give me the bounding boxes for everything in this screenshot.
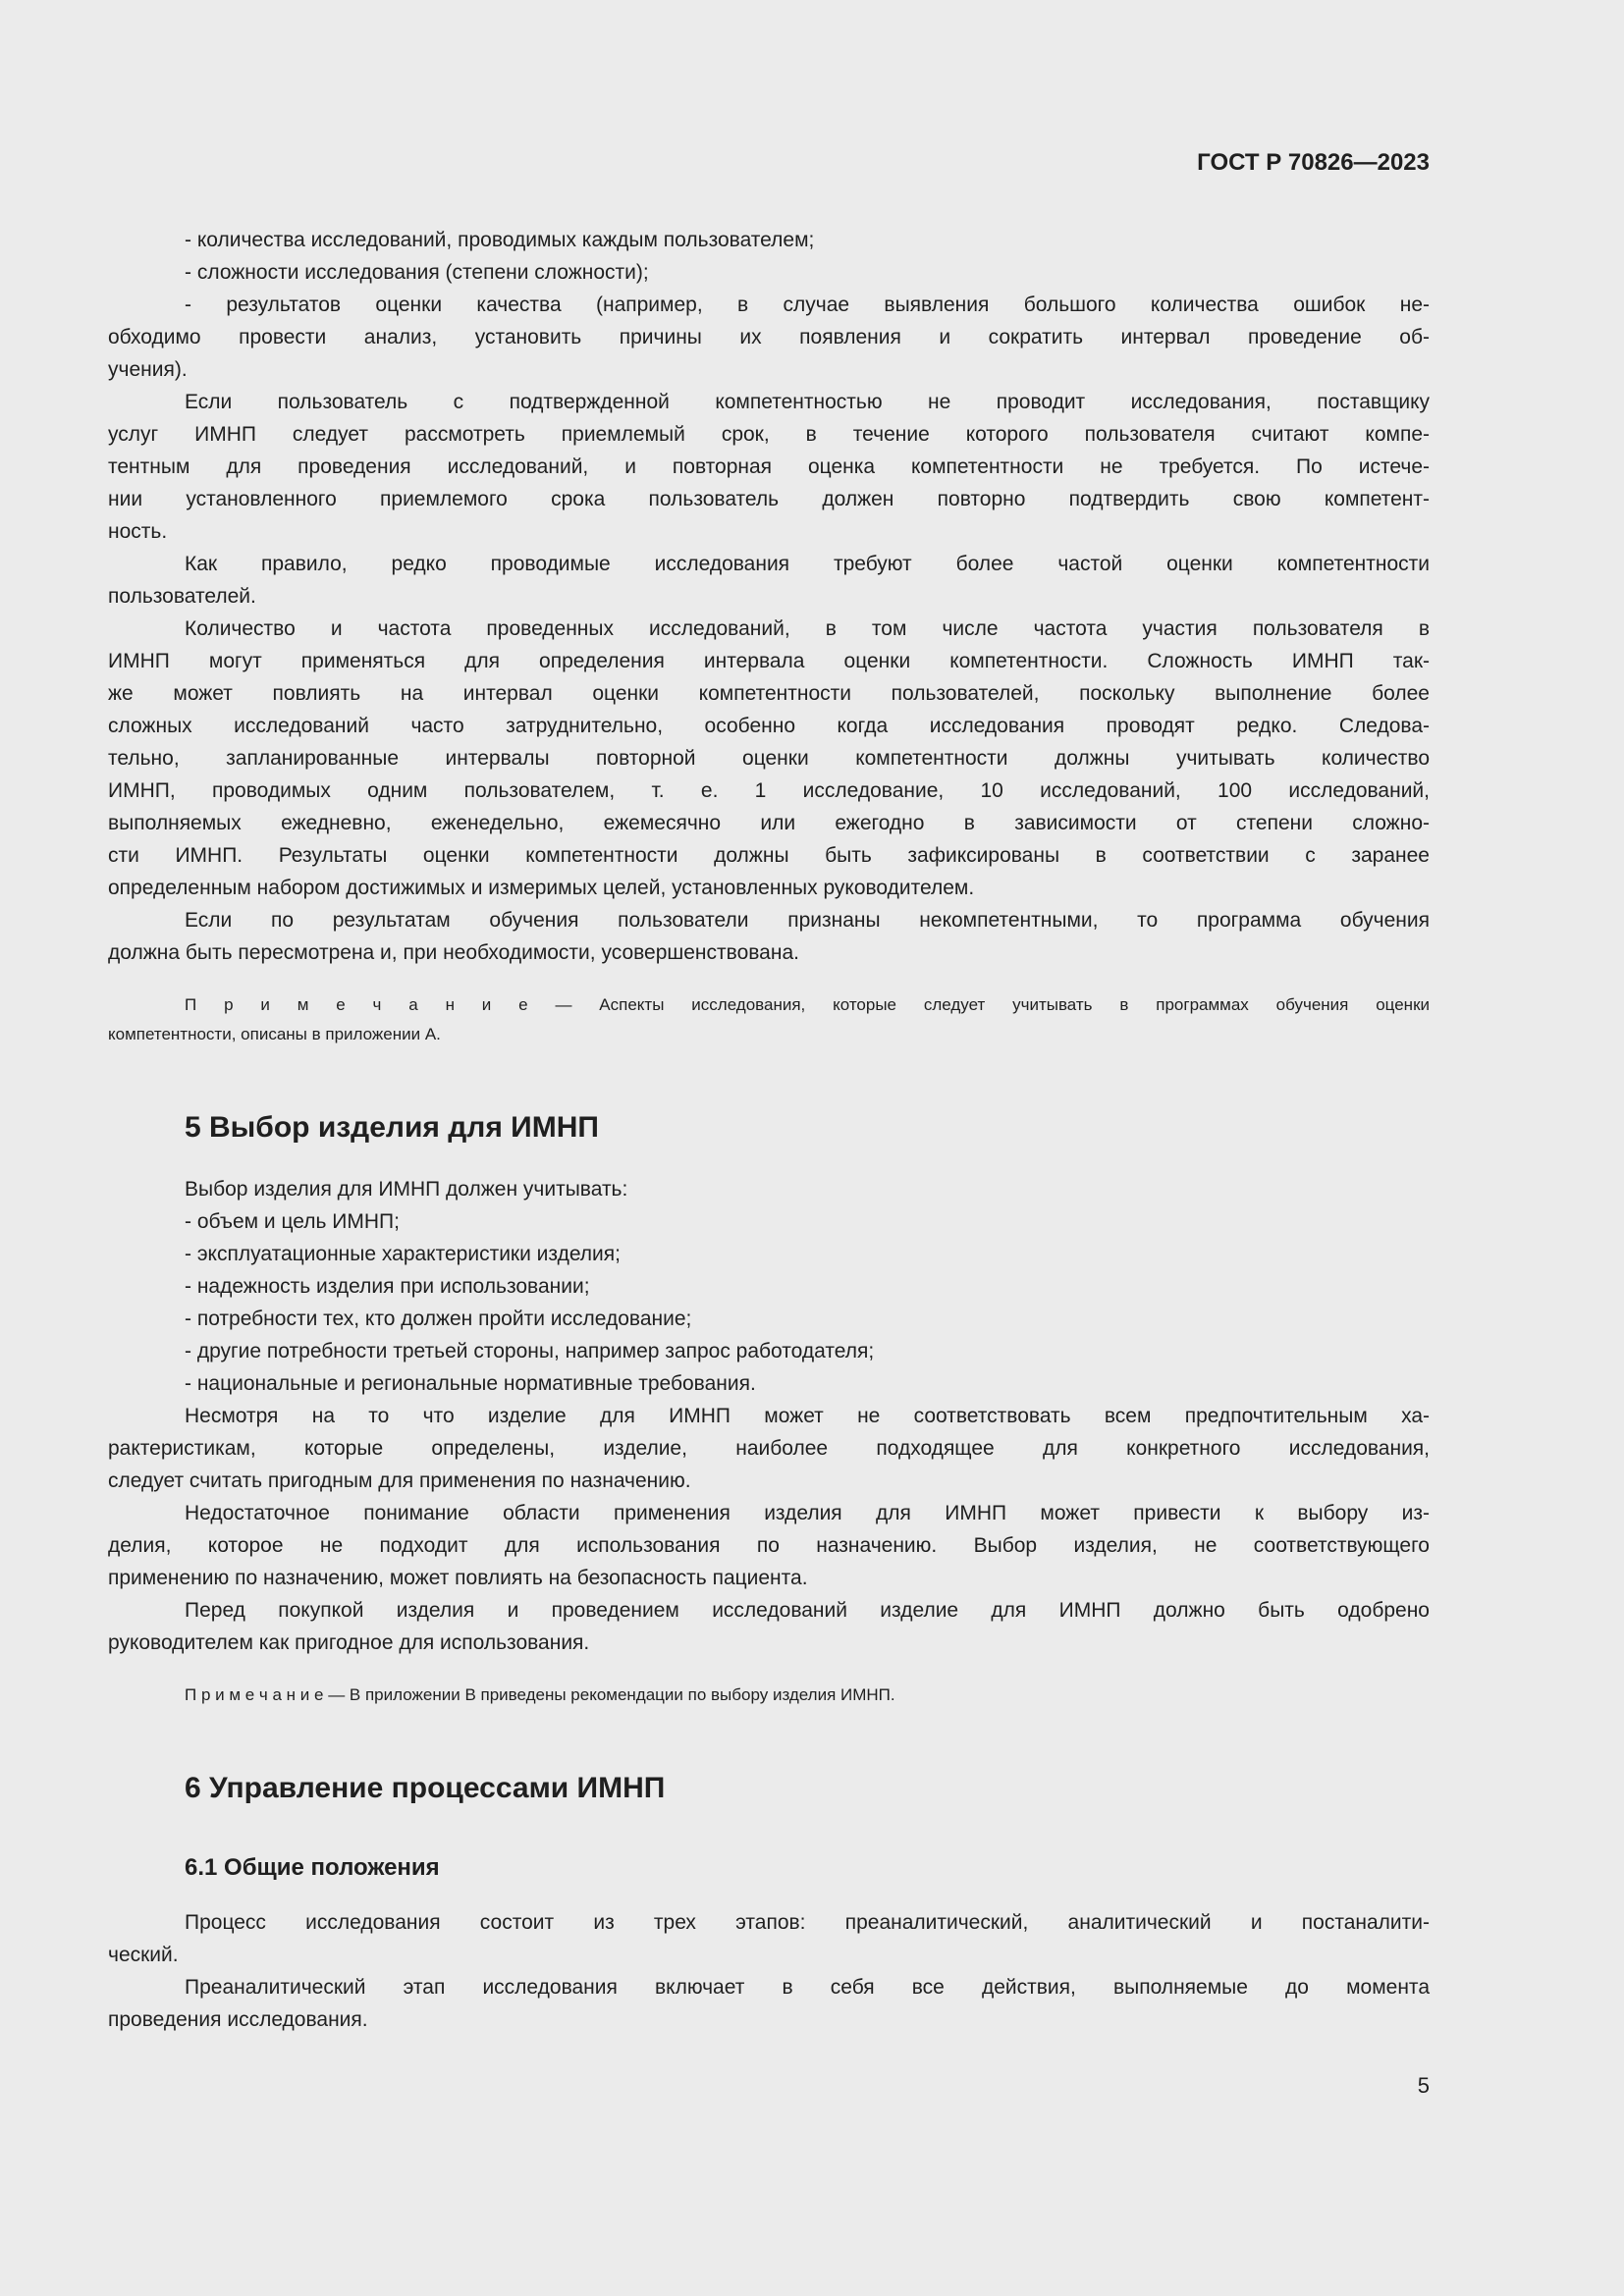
text-line: Недостаточное понимание области применения изделия для ИМНП может привести к выбору из- [185,1502,1430,1524]
body-paragraph [108,1303,1430,1335]
body-paragraph [108,548,1430,613]
body-paragraph [108,1400,1430,1497]
body-paragraph [108,1335,1430,1367]
body-paragraph [108,1971,1430,2036]
text-line: Если по результатам обучения пользователи признаны некомпетентными, то программа обучения [185,909,1430,932]
subsection-heading: 6.1 Общие положения [185,1854,440,1881]
text-line: - результатов оценки качества (например, в случае выявления большого количества ошибок не- [185,294,1430,316]
text-line: ность. [108,520,168,543]
body-paragraph [108,386,1430,548]
text-line: - количества исследований, проводимых каждым пользователем; [185,229,815,251]
text-line: тентным для проведения исследований, и повторная оценка компетентности не требуется. По истече- [108,455,1430,478]
body-paragraph [108,1238,1430,1270]
body-paragraph [108,224,1430,256]
body-paragraph [108,1205,1430,1238]
text-line: - национальные и региональные нормативные требования. [185,1372,756,1395]
body-paragraph [108,1906,1430,1971]
section-heading: 5 Выбор изделия для ИМНП [185,1111,599,1144]
text-line: - объем и цель ИМНП; [185,1210,400,1233]
text-line: ИМНП могут применяться для определения интервала оценки компетентности. Сложность ИМНП так- [108,650,1430,672]
text-line: следует считать пригодным для применения по назначению. [108,1469,691,1492]
text-line: - потребности тех, кто должен пройти исследование; [185,1308,692,1330]
body-paragraph [108,904,1430,969]
note-line: компетентности, описаны в приложении А. [108,1025,441,1043]
text-line: Выбор изделия для ИМНП должен учитывать: [185,1178,628,1201]
text-line: рактеристикам, которые определены, изделие, наиболее подходящее для конкретного исследования, [108,1437,1430,1460]
body-paragraph [108,289,1430,386]
note-line: П р и м е ч а н и е — Аспекты исследования, которые следует учитывать в программах обучения оценки [185,995,1430,1014]
note-paragraph [108,990,1430,1049]
text-line: тельно, запланированные интервалы повторной оценки компетентности должны учитывать количество [108,747,1430,770]
text-line: ИМНП, проводимых одним пользователем, т. е. 1 исследование, 10 исследований, 100 исследований, [108,779,1430,802]
body-paragraph [108,613,1430,904]
text-line: - надежность изделия при использовании; [185,1275,590,1298]
text-line: - другие потребности третьей стороны, например запрос работодателя; [185,1340,875,1362]
text-line: же может повлиять на интервал оценки компетентности пользователей, поскольку выполнение более [108,682,1430,705]
body-paragraph [108,1497,1430,1594]
text-line: ческий. [108,1944,179,1966]
text-line: сложных исследований часто затруднительно, особенно когда исследования проводят редко. Следова- [108,715,1430,737]
text-line: определенным набором достижимых и измеримых целей, установленных руководителем. [108,877,975,899]
text-line: Несмотря на то что изделие для ИМНП может не соответствовать всем предпочтительным ха- [185,1405,1430,1427]
body-paragraph [108,256,1430,289]
document-content [108,224,1430,2036]
text-line: учения). [108,358,188,381]
note-line: П р и м е ч а н и е — В приложении В приведены рекомендации по выбору изделия ИМНП. [185,1685,895,1704]
text-line: услуг ИМНП следует рассмотреть приемлемый срок, в течение которого пользователя считают компе- [108,423,1430,446]
body-paragraph [108,1594,1430,1659]
text-line: применению по назначению, может повлиять на безопасность пациента. [108,1567,808,1589]
text-line: пользователей. [108,585,256,608]
text-line: должна быть пересмотрена и, при необходимости, усовершенствована. [108,941,799,964]
text-line: Преаналитический этап исследования включает в себя все действия, выполняемые до момента [185,1976,1430,1999]
text-line: сти ИМНП. Результаты оценки компетентности должны быть зафиксированы в соответствии с заранее [108,844,1430,867]
text-line: Перед покупкой изделия и проведением исследований изделие для ИМНП должно быть одобрено [185,1599,1430,1622]
text-line: Если пользователь с подтвержденной компетентностью не проводит исследования, поставщику [185,391,1430,413]
text-line: выполняемых ежедневно, еженедельно, ежемесячно или ежегодно в зависимости от степени сложно- [108,812,1430,834]
text-line: Количество и частота проведенных исследований, в том числе частота участия пользователя в [185,617,1430,640]
text-line: нии установленного приемлемого срока пользователь должен повторно подтвердить свою компетент- [108,488,1430,510]
body-paragraph [108,1367,1430,1400]
text-line: руководителем как пригодное для использования. [108,1631,590,1654]
body-paragraph [108,1270,1430,1303]
text-line: - эксплуатационные характеристики изделия; [185,1243,621,1265]
page-number: 5 [1417,2073,1430,2098]
text-line: Процесс исследования состоит из трех этапов: преаналитический, аналитический и постаналити- [185,1911,1430,1934]
text-line: обходимо провести анализ, установить причины их появления и сократить интервал проведение об- [108,326,1430,348]
section-heading: 6 Управление процессами ИМНП [185,1772,666,1804]
text-line: проведения исследования. [108,2008,368,2031]
text-line: Как правило, редко проводимые исследования требуют более частой оценки компетентности [185,553,1430,575]
text-line: делия, которое не подходит для использования по назначению. Выбор изделия, не соответствующего [108,1534,1430,1557]
body-paragraph [108,1173,1430,1205]
note-paragraph [108,1681,1430,1710]
running-header-standard-number: ГОСТ Р 70826—2023 [1197,149,1430,176]
text-line: - сложности исследования (степени сложности); [185,261,649,284]
